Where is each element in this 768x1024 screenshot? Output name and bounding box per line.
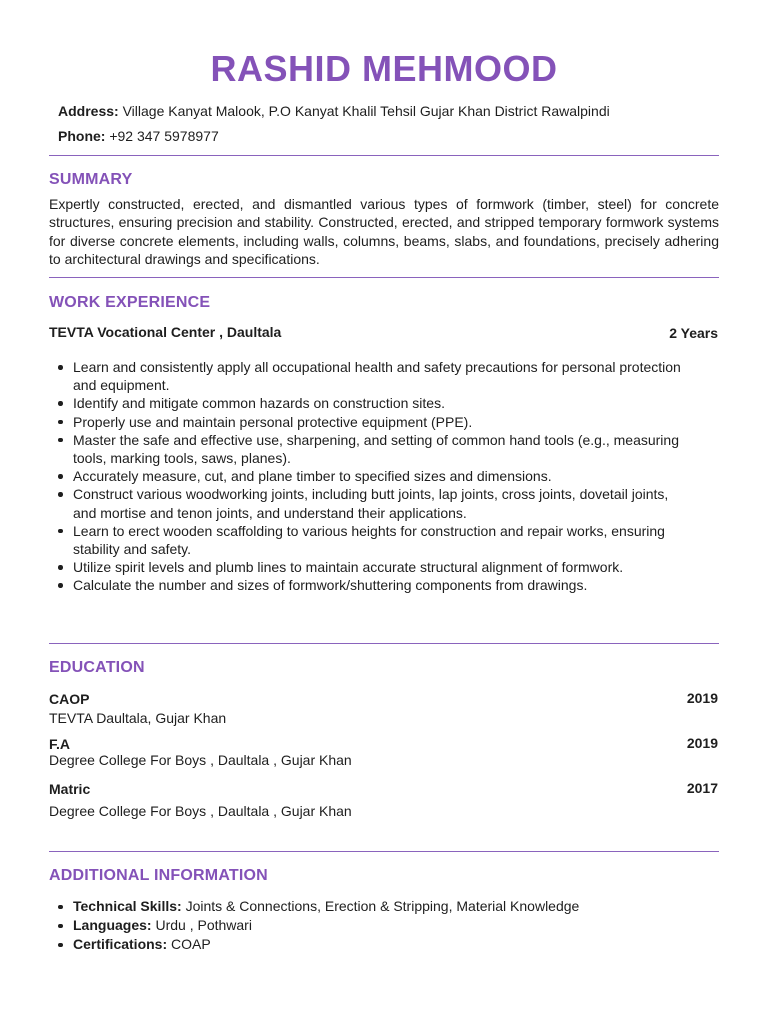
list-item (55, 485, 695, 521)
bullet-icon (58, 420, 63, 425)
bullet-text: Identify and mitigate common hazards on construction sites. (73, 395, 445, 412)
info-label: Certifications: (73, 936, 168, 953)
education-year: 2019 (686, 735, 718, 751)
additional-information-list (55, 897, 579, 955)
education-year: 2017 (686, 780, 718, 796)
additional-information-heading: ADDITIONAL INFORMATION (49, 867, 268, 884)
info-label: Technical Skills: (73, 898, 182, 914)
bullet-icon (58, 401, 63, 406)
divider (49, 851, 719, 852)
divider (49, 155, 719, 156)
summary-heading: SUMMARY (49, 171, 133, 188)
list-item (55, 358, 695, 394)
education-degree: F.A (49, 736, 70, 752)
work-experience-heading: WORK EXPERIENCE (49, 294, 211, 311)
bullet-text: Calculate the number and sizes of formwork/shuttering components from drawings. (73, 577, 588, 594)
bullet-text: Accurately measure, cut, and plane timber to specified sizes and dimensions. (73, 468, 552, 485)
list-item (55, 522, 695, 558)
address-value: Village Kanyat Malook, P.O Kanyat Khalil Tehsil Gujar Khan District Rawalpindi (122, 103, 610, 119)
list-item (55, 558, 695, 576)
address-label: Address: (58, 103, 119, 119)
info-label: Languages: (73, 917, 152, 934)
bullet-text: Construct various woodworking joints, including butt joints, lap joints, cross joints, dovetail joints, and mortise and tenon joints, and understand their applications. (73, 486, 669, 521)
bullet-text: Learn and consistently apply all occupational health and safety precautions for personal protection and equipment. (73, 359, 681, 394)
info-value: COAP (171, 936, 211, 953)
bullet-text: Learn to erect wooden scaffolding to various heights for construction and repair works, ensuring stability and safety. (73, 522, 665, 558)
phone-label: Phone: (58, 128, 106, 144)
phone-line (58, 128, 219, 144)
education-heading: EDUCATION (49, 659, 145, 676)
list-item (55, 413, 695, 431)
list-item (55, 431, 695, 467)
bullet-icon (58, 943, 63, 948)
job-duration: 2 Years (669, 325, 718, 341)
education-degree: CAOP (49, 691, 90, 707)
list-item (55, 916, 579, 935)
list-item (55, 897, 579, 916)
job-responsibilities (55, 358, 695, 595)
list-item (55, 394, 695, 412)
bullet-icon (58, 438, 63, 443)
bullet-icon (58, 924, 63, 929)
info-value: Urdu , Pothwari (155, 917, 252, 934)
education-year: 2019 (686, 690, 718, 706)
bullet-icon (58, 365, 63, 370)
summary-text: Expertly constructed, erected, and dismantled various types of formwork (timber, steel) for concrete structures, ensuring precision and stability. Constructed, erected, and stripped temporary formwork systems for diverse concrete elements, including walls, columns, beams, slabs, and foundations, precisely adhering to architectural drawings and specifications. (49, 196, 719, 268)
education-degree: Matric (49, 781, 91, 797)
bullet-icon (58, 474, 63, 479)
bullet-text: Master the safe and effective use, sharpening, and setting of common hand tools (e.g., measuring tools, marking tools, saws, planes). (73, 431, 679, 467)
job-title: TEVTA Vocational Center , Daultala (49, 324, 282, 340)
bullet-icon (58, 492, 63, 497)
list-item (55, 467, 695, 485)
list-item (55, 576, 695, 594)
bullet-icon (58, 565, 63, 570)
info-value: Joints & Connections, Erection & Stripping, Material Knowledge (185, 898, 580, 914)
bullet-text: Properly use and maintain personal protective equipment (PPE). (73, 413, 473, 430)
divider (49, 643, 719, 644)
education-institution: TEVTA Daultala, Gujar Khan (49, 710, 227, 726)
education-institution: Degree College For Boys , Daultala , Gujar Khan (49, 803, 352, 819)
education-institution: Degree College For Boys , Daultala , Gujar Khan (49, 752, 352, 768)
bullet-text: Utilize spirit levels and plumb lines to maintain accurate structural alignment of formwork. (73, 559, 624, 576)
list-item (55, 935, 579, 954)
divider (49, 277, 719, 278)
bullet-icon (58, 905, 63, 910)
bullet-icon (58, 583, 63, 588)
bullet-icon (58, 529, 63, 534)
candidate-name: RASHID MEHMOOD (210, 48, 558, 89)
address-line (58, 103, 610, 119)
phone-value: +92 347 5978977 (109, 128, 219, 144)
